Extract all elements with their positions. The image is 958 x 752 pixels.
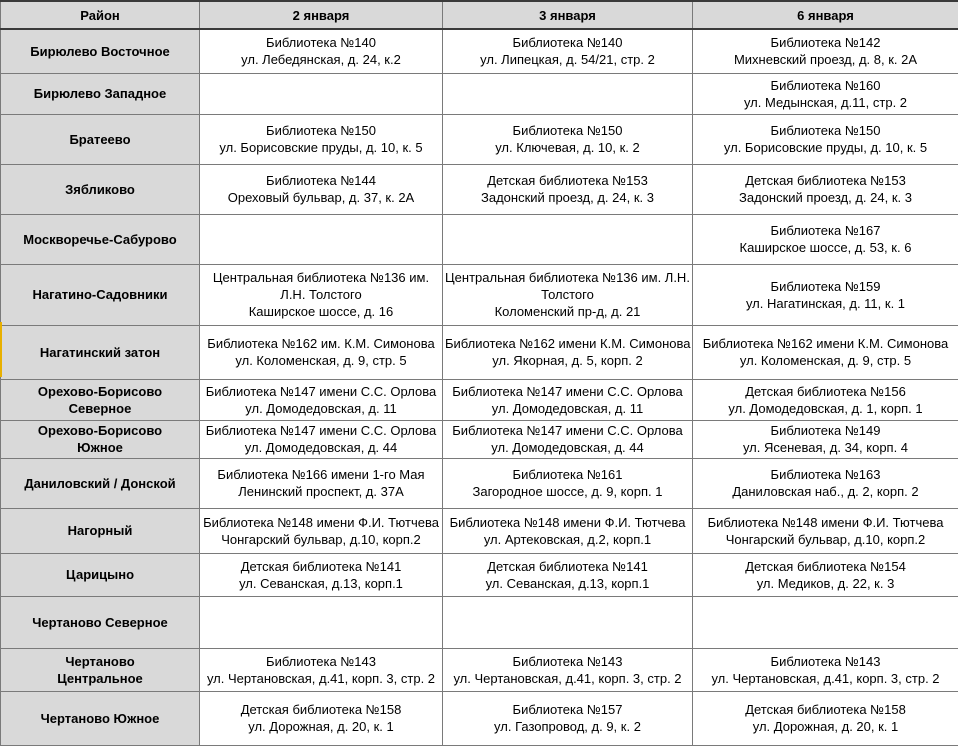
- library-address: Каширское шоссе, д. 16: [248, 304, 394, 319]
- library-cell: [200, 164, 443, 214]
- library-name: Детская библиотека №153: [487, 173, 648, 188]
- district-name: Зябликово: [65, 181, 135, 197]
- library-cell: [693, 73, 958, 114]
- library-cell: [693, 648, 958, 691]
- header-row: [1, 1, 958, 29]
- library-name: Детская библиотека №158: [240, 702, 402, 717]
- district-cell: [1, 164, 200, 214]
- library-cell: [443, 29, 693, 73]
- table-row: [1, 553, 958, 596]
- district-cell: [1, 553, 200, 596]
- library-address: ул. Лебедянская, д. 24, к.2: [241, 52, 401, 68]
- district-name: Нагатино-Садовники: [32, 287, 168, 302]
- district-cell: [1, 264, 200, 325]
- library-cell: [693, 691, 958, 745]
- library-name: Библиотека №150: [266, 123, 376, 138]
- library-cell: [693, 596, 958, 648]
- library-cell: [200, 325, 443, 379]
- library-cell: [693, 553, 958, 596]
- library-cell: [693, 214, 958, 264]
- library-cell: [200, 596, 443, 648]
- table-row: [1, 73, 958, 114]
- library-cell: [200, 648, 443, 691]
- table-row: [1, 691, 958, 745]
- library-address: ул. Коломенская, д. 9, стр. 5: [235, 353, 407, 368]
- library-name: Библиотека №148 имени Ф.И. Тютчева: [203, 514, 439, 530]
- library-cell: [693, 264, 958, 325]
- library-address: ул. Чертановская, д.41, корп. 3, стр. 2: [453, 670, 682, 686]
- library-name: Библиотека №150: [512, 123, 623, 138]
- library-address: ул. Медиков, д. 22, к. 3: [756, 575, 895, 591]
- library-name: Библиотека №150: [770, 123, 881, 138]
- table-row: [1, 379, 958, 420]
- library-address: ул. Домодедовская, д. 44: [491, 440, 644, 455]
- library-name: Библиотека №157: [512, 702, 623, 717]
- library-name: Библиотека №140: [266, 35, 376, 51]
- library-address: ул. Севанская, д.13, корп.1: [485, 575, 650, 591]
- library-address: ул. Домодедовская, д. 11: [245, 400, 397, 416]
- library-address: ул. Якорная, д. 5, корп. 2: [492, 353, 643, 368]
- district-cell: [1, 508, 200, 553]
- library-address: ул. Дорожная, д. 20, к. 1: [248, 719, 394, 734]
- table-row: [1, 164, 958, 214]
- library-cell: [443, 214, 693, 264]
- library-address: ул. Нагатинская, д. 11, к. 1: [745, 295, 906, 311]
- table-row: [1, 420, 958, 458]
- district-name: Чертаново Южное: [40, 710, 160, 726]
- library-address: ул. Домодедовская, д. 1, корп. 1: [728, 400, 923, 416]
- library-name: Библиотека №167: [770, 223, 881, 238]
- table-row: [1, 648, 958, 691]
- district-name: Орехово-Борисово Северное: [37, 383, 163, 416]
- library-cell: [443, 325, 693, 379]
- library-address: Даниловская наб., д. 2, корп. 2: [732, 484, 919, 499]
- district-cell: [1, 73, 200, 114]
- library-address: ул. Ясеневая, д. 34, корп. 4: [742, 440, 909, 455]
- library-name: Центральная библиотека №136 им.: [212, 270, 430, 285]
- district-name: Даниловский / Донской: [24, 475, 176, 491]
- row-accent-marker: [0, 322, 2, 377]
- library-address: Задонский проезд, д. 24, к. 3: [739, 190, 912, 205]
- library-name: Библиотека №148 имени Ф.И. Тютчева: [449, 514, 686, 530]
- library-cell: [443, 553, 693, 596]
- library-address: ул. Домодедовская, д. 44: [244, 440, 398, 455]
- library-address: ул. Газопровод, д. 9, к. 2: [494, 719, 641, 734]
- district-cell: [1, 114, 200, 164]
- library-address: Чонгарский бульвар, д.10, корп.2: [221, 531, 421, 547]
- library-cell: [200, 29, 443, 73]
- library-address: Ленинский проспект, д. 37А: [238, 484, 404, 499]
- library-address: ул. Липецкая, д. 54/21, стр. 2: [480, 52, 655, 68]
- library-name: Библиотека №162 имени К.М. Симонова: [445, 336, 691, 351]
- library-name: Библиотека №147 имени С.С. Орлова: [205, 423, 437, 438]
- library-name: Детская библиотека №154: [745, 558, 906, 574]
- library-name: Библиотека №163: [770, 467, 881, 482]
- library-address: ул. Борисовские пруды, д. 10, к. 5: [219, 140, 423, 155]
- library-cell: [443, 164, 693, 214]
- library-cell: [443, 691, 693, 745]
- district-cell: [1, 596, 200, 648]
- library-name: Детская библиотека №158: [745, 702, 906, 717]
- library-address: ул. Борисовские пруды, д. 10, к. 5: [723, 140, 928, 155]
- library-name: Библиотека №143: [266, 653, 376, 669]
- table-row: [1, 214, 958, 264]
- library-address: ул. Медынская, д.11, стр. 2: [743, 94, 908, 110]
- district-cell: [1, 325, 200, 379]
- library-cell: [200, 458, 443, 508]
- library-cell: [443, 114, 693, 164]
- district-cell: [1, 29, 200, 73]
- library-name: Толстого: [541, 287, 594, 302]
- table-row: [1, 264, 958, 325]
- library-cell: [443, 420, 693, 458]
- library-address: ул. Дорожная, д. 20, к. 1: [752, 719, 899, 734]
- library-address: ул. Ключевая, д. 10, к. 2: [495, 140, 640, 155]
- district-cell: [1, 691, 200, 745]
- library-cell: [443, 73, 693, 114]
- library-cell: [200, 420, 443, 458]
- library-cell: [693, 325, 958, 379]
- library-name: Библиотека №166 имени 1-го Мая: [217, 467, 425, 482]
- library-cell: [443, 264, 693, 325]
- table-row: [1, 29, 958, 73]
- header-date-1: 2 января: [200, 1, 443, 29]
- library-name: Библиотека №143: [512, 653, 623, 669]
- header-district: Район: [1, 1, 200, 29]
- district-name: Чертаново Северное: [32, 614, 168, 630]
- library-name: Детская библиотека №141: [240, 558, 402, 574]
- library-cell: [693, 114, 958, 164]
- library-address: Задонский проезд, д. 24, к. 3: [481, 190, 654, 205]
- library-address: ул. Севанская, д.13, корп.1: [239, 575, 403, 591]
- table-row: [1, 114, 958, 164]
- library-cell: [200, 264, 443, 325]
- library-cell: [693, 508, 958, 553]
- library-cell: [443, 508, 693, 553]
- district-cell: [1, 458, 200, 508]
- library-cell: [693, 29, 958, 73]
- library-address: ул. Чертановская, д.41, корп. 3, стр. 2: [206, 670, 436, 686]
- library-cell: [200, 379, 443, 420]
- library-name: Библиотека №147 имени С.С. Орлова: [205, 383, 437, 399]
- library-cell: [693, 379, 958, 420]
- library-name: Библиотека №140: [512, 35, 623, 51]
- library-address: ул. Домодедовская, д. 11: [491, 400, 644, 416]
- library-cell: [200, 73, 443, 114]
- library-name: Детская библиотека №153: [745, 173, 906, 188]
- library-name: Л.Н. Толстого: [280, 287, 362, 302]
- library-name: Библиотека №147 имени С.С. Орлова: [452, 383, 683, 399]
- district-name: Орехово-Борисово Южное: [37, 423, 163, 455]
- library-address: Коломенский пр-д, д. 21: [494, 304, 641, 319]
- library-name: Детская библиотека №156: [745, 383, 906, 399]
- library-name: Библиотека №143: [770, 653, 881, 669]
- library-name: Библиотека №147 имени С.С. Орлова: [452, 423, 683, 438]
- library-cell: [200, 691, 443, 745]
- district-name: Нагатинский затон: [39, 344, 161, 360]
- library-cell: [200, 508, 443, 553]
- library-name: Детская библиотека №141: [487, 558, 648, 574]
- district-cell: [1, 648, 200, 691]
- library-cell: [443, 458, 693, 508]
- district-name: Москворечье-Сабурово: [23, 231, 177, 247]
- library-address: Загородное шоссе, д. 9, корп. 1: [472, 484, 663, 499]
- table-row: [1, 508, 958, 553]
- district-cell: [1, 214, 200, 264]
- library-cell: [693, 458, 958, 508]
- header-date-2: 3 января: [443, 1, 693, 29]
- library-address: Михневский проезд, д. 8, к. 2А: [733, 52, 918, 68]
- library-cell: [693, 420, 958, 458]
- library-address: ул. Артековская, д.2, корп.1: [483, 531, 652, 547]
- library-cell: [443, 379, 693, 420]
- library-name: Библиотека №160: [770, 77, 881, 93]
- library-name: Библиотека №142: [770, 35, 881, 51]
- library-cell: [693, 164, 958, 214]
- library-cell: [200, 114, 443, 164]
- district-cell: [1, 379, 200, 420]
- district-name: Чертаново Центральное: [57, 653, 143, 686]
- library-cell: [200, 214, 443, 264]
- district-cell: [1, 420, 200, 458]
- library-name: Библиотека №149: [770, 423, 881, 438]
- district-name: Бирюлево Западное: [33, 86, 167, 101]
- library-cell: [443, 596, 693, 648]
- library-name: Центральная библиотека №136 им. Л.Н.: [445, 270, 690, 285]
- library-cell: [200, 553, 443, 596]
- library-address: Каширское шоссе, д. 53, к. 6: [739, 240, 912, 255]
- library-address: Чонгарский бульвар, д.10, корп.2: [725, 531, 926, 547]
- table-row: [1, 596, 958, 648]
- district-name: Нагорный: [67, 523, 133, 538]
- library-name: Библиотека №162 им. К.М. Симонова: [207, 336, 435, 351]
- library-name: Библиотека №148 имени Ф.И. Тютчева: [707, 514, 944, 530]
- library-address: ул. Коломенская, д. 9, стр. 5: [739, 353, 912, 368]
- library-name: Библиотека №159: [770, 278, 881, 294]
- table-row: [1, 325, 958, 379]
- header-date-3: 6 января: [693, 1, 958, 29]
- library-name: Библиотека №162 имени К.М. Симонова: [702, 336, 949, 351]
- library-name: Библиотека №144: [266, 173, 376, 188]
- district-name: Братеево: [69, 131, 131, 147]
- district-name: Бирюлево Восточное: [30, 43, 170, 59]
- library-address: ул. Чертановская, д.41, корп. 3, стр. 2: [711, 670, 940, 686]
- library-cell: [443, 648, 693, 691]
- library-name: Библиотека №161: [512, 467, 623, 482]
- library-address: Ореховый бульвар, д. 37, к. 2А: [227, 190, 415, 205]
- district-name: Царицыно: [65, 567, 135, 582]
- table-row: [1, 458, 958, 508]
